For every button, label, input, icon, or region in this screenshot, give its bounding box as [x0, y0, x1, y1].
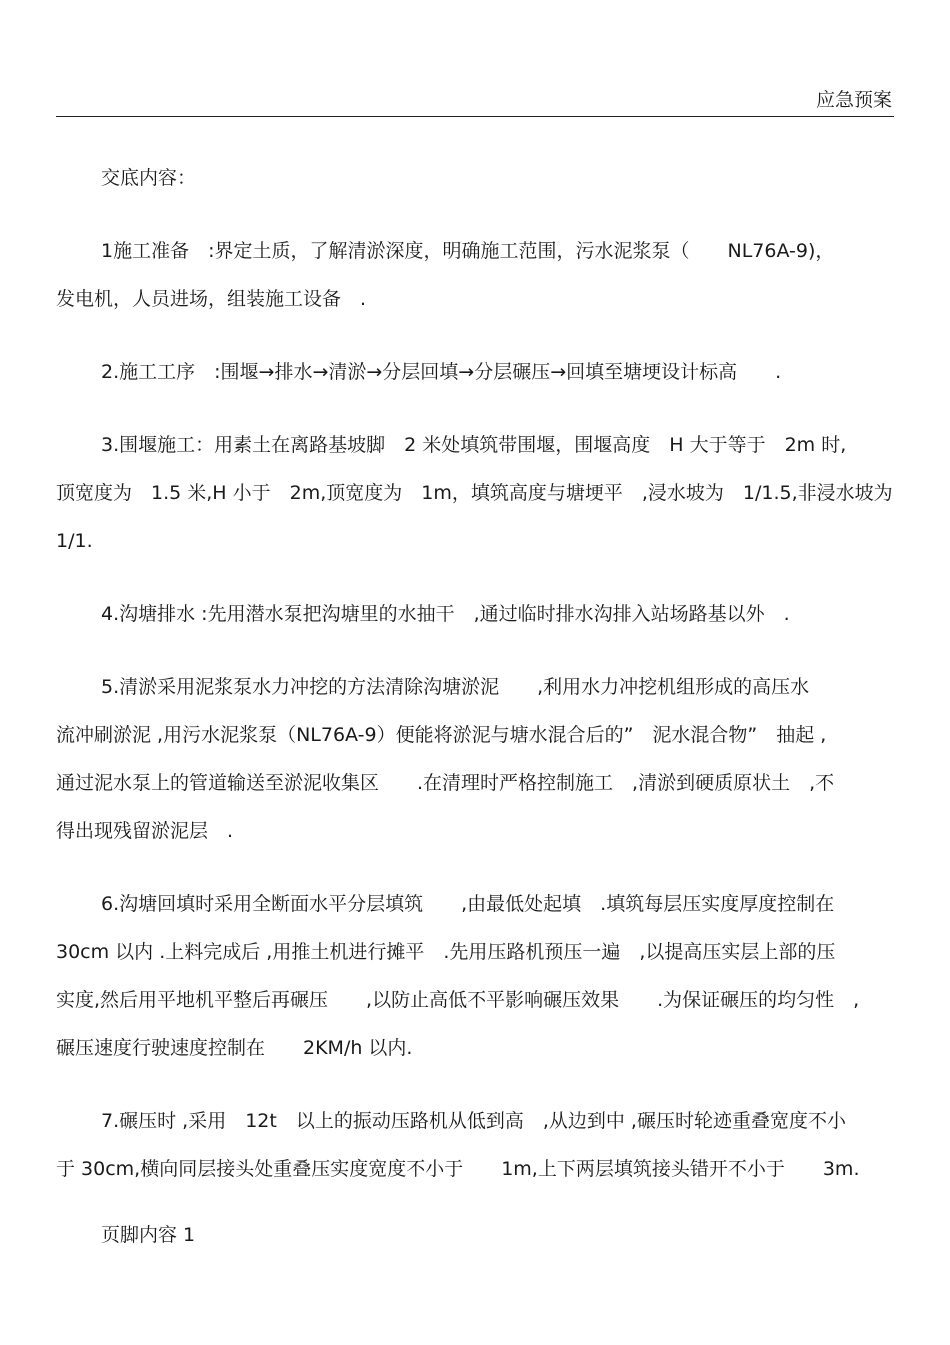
section-2-line-1: 2.施工工序 :围堰→排水→清淤→分层回填→分层碾压→回填至塘埂设计标高 . [101, 361, 782, 383]
section-1-line-2: 发电机，人员进场，组装施工设备 . [56, 288, 367, 310]
section-6-line-1: 6.沟塘回填时采用全断面水平分层填筑 ,由最低处起填 .填筑每层压实度厚度控制在 [101, 893, 835, 915]
section-4-line-1: 4.沟塘排水 :先用潜水泵把沟塘里的水抽干 ,通过临时排水沟排入站场路基以外 . [101, 603, 790, 625]
spacer [56, 855, 896, 880]
section-7-line-1: 7.碾压时 ,采用 12t 以上的振动压路机从低到高 ,从边到中 ,碾压时轮迹重叠宽度不小 [101, 1110, 846, 1132]
section-3-line-3: 1/1. [56, 530, 93, 552]
section-6-line-2: 30cm 以内 .上料完成后 ,用推土机进行摊平 .先用压路机预压一遍 ,以提高压实层上部的压 [56, 941, 836, 963]
header-divider [56, 116, 894, 117]
section-5-line-4: 得出现残留淤泥层 . [56, 820, 234, 842]
intro-text: 交底内容： [101, 167, 197, 189]
spacer [56, 323, 896, 348]
section-3-line-1: 3.围堰施工：用素土在离路基坡脚 2 米处填筑带围堰，围堰高度 H 大于等于 2m 时, [101, 434, 847, 456]
section-5-line-1: 5.清淤采用泥浆泵水力冲挖的方法清除沟塘淤泥 ,利用水力冲挖机组形成的高压水 [101, 676, 810, 698]
section-5-line-2: 流冲刷淤泥 ,用污水泥浆泵（NL76A-9）便能将淤泥与塘水混合后的” 泥水混合物” 抽起 , [56, 724, 827, 746]
section-6-line-3: 实度,然后用平地机平整后再碾压 ,以防止高低不平影响碾压效果 .为保证碾压的均匀性 , [56, 989, 860, 1011]
section-7-line-2: 于 30cm,横向同层接头处重叠压实度宽度不小于 1m,上下两层填筑接头错开不小于 3m. [56, 1158, 860, 1180]
section-3-line-2: 顶宽度为 1.5 米,H 小于 2m,顶宽度为 1m，填筑高度与塘埂平 ,浸水坡为 1/1.5,非浸水坡为 [56, 482, 893, 504]
spacer [56, 396, 896, 421]
spacer [56, 1072, 896, 1097]
section-6-line-4: 碾压速度行驶速度控制在 2KM/h 以内. [56, 1037, 413, 1059]
section-5-line-3: 通过泥水泵上的管道输送至淤泥收集区 .在清理时严格控制施工 ,清淤到硬质原状土 ,不 [56, 772, 835, 794]
spacer [56, 202, 896, 227]
section-1-line-1: 1施工准备 :界定土质，了解清淤深度，明确施工范围，污水泥浆泵（ NL76A-9)， [101, 240, 835, 262]
document-body [56, 154, 896, 1193]
spacer [56, 638, 896, 663]
header-title: 应急预案 [815, 89, 892, 111]
footer-text: 页脚内容 1 [101, 1224, 196, 1246]
spacer [56, 565, 896, 590]
